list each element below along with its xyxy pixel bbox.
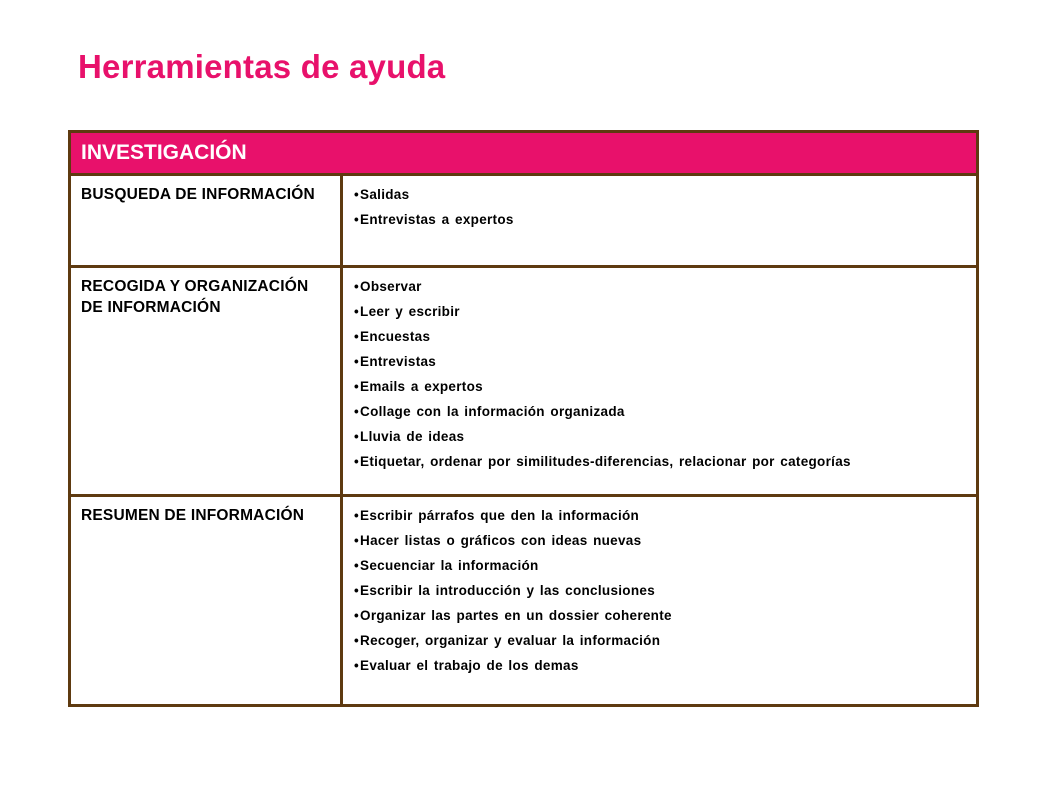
row-items-cell [342,496,978,706]
list-item: • Recoger, organizar y evaluar la información [354,632,966,657]
page-title: Herramientas de ayuda [78,48,446,85]
list-item: • Evaluar el trabajo de los demas [354,657,966,682]
row-label-recogida: RECOGIDA Y ORGANIZACIÓN DE INFORMACIÓN [70,267,342,496]
table-header: INVESTIGACIÓN [70,132,978,175]
list-item: • Salidas [354,186,966,211]
list-item: • Lluvia de ideas [354,428,966,453]
bullet-list [343,176,976,236]
list-item: • Organizar las partes en un dossier coherente [354,607,966,632]
row-items-cell [342,267,978,496]
list-item: • Encuestas [354,328,966,353]
list-item: • Leer y escribir [354,303,966,328]
list-item: • Emails a expertos [354,378,966,403]
row-label-busqueda: BUSQUEDA DE INFORMACIÓN [70,175,342,267]
table-row [70,267,978,496]
list-item: • Collage con la información organizada [354,403,966,428]
list-item: • Escribir la introducción y las conclusiones [354,582,966,607]
list-item: • Observar [354,278,966,303]
list-item: • Hacer listas o gráficos con ideas nuevas [354,532,966,557]
bullet-list [343,497,976,682]
table-row [70,496,978,706]
bullet-list [343,268,976,478]
list-item: • Entrevistas [354,353,966,378]
investigation-table [68,130,979,707]
list-item: • Etiquetar, ordenar por similitudes-diferencias, relacionar por categorías [354,453,966,478]
list-item: • Escribir párrafos que den la información [354,507,966,532]
row-items-cell [342,175,978,267]
table-row [70,175,978,267]
list-item: • Secuenciar la información [354,557,966,582]
list-item: • Entrevistas a expertos [354,211,966,236]
row-label-resumen: RESUMEN DE INFORMACIÓN [70,496,342,706]
